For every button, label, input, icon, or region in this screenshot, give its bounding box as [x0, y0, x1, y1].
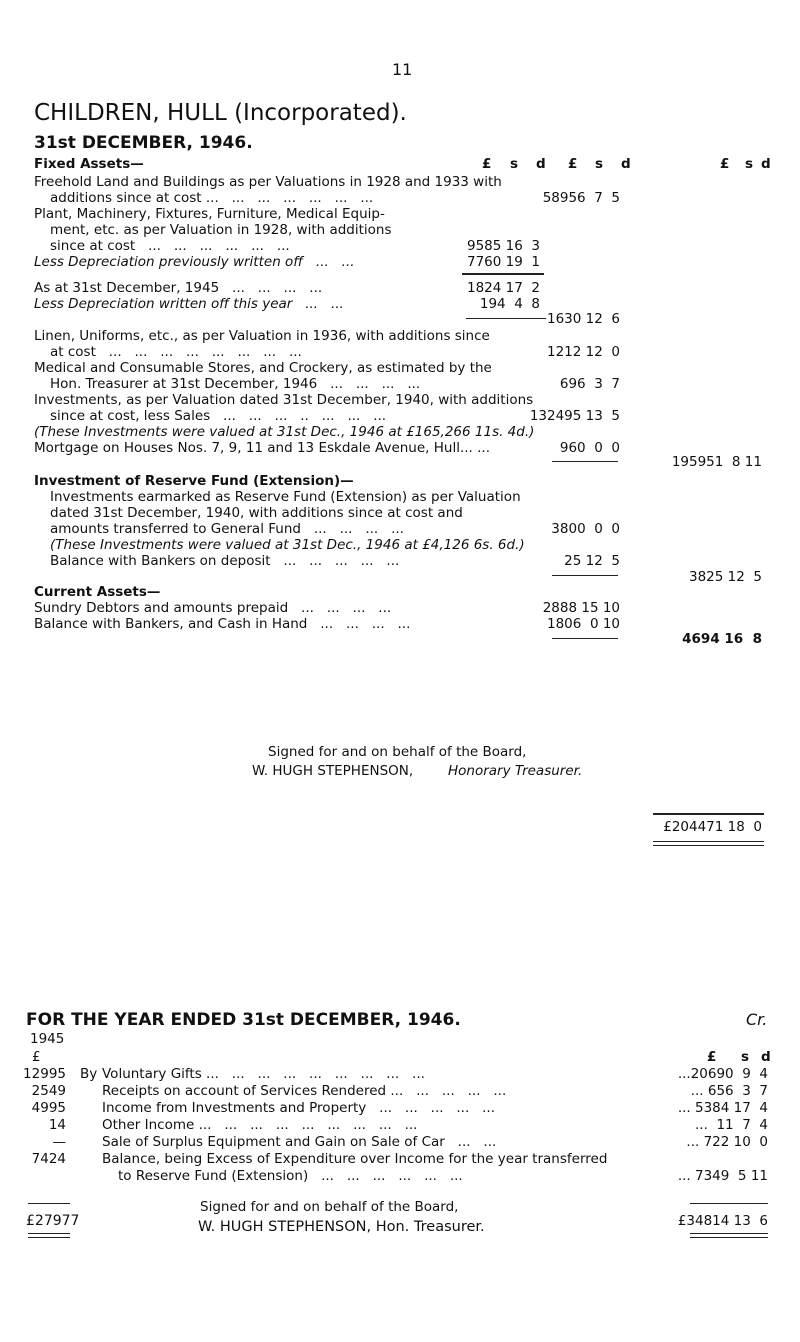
reserve-note: (These Investments were valued at 31st Dec., 1946 at £4,126 6s. 6d.)	[50, 537, 525, 553]
prior-year-total: £27977	[26, 1213, 80, 1229]
plant-cost-value: 9585 16 3	[467, 238, 540, 254]
bank-cash: Balance with Bankers, and Cash in Hand ... ... ... ...	[34, 616, 411, 632]
as-at-1945-value: 1824 17 2	[467, 280, 540, 296]
ie-s-header: s	[741, 1049, 750, 1065]
fixed-assets-heading: Fixed Assets—	[34, 156, 144, 172]
income-title: FOR THE YEAR ENDED 31st DECEMBER, 1946.	[26, 1010, 461, 1030]
mortgage-line: Mortgage on Houses Nos. 7, 9, 11 and 13 Eskdale Avenue, Hull... ...	[34, 440, 491, 456]
ie-signatory: W. HUGH STEPHENSON, Hon. Treasurer.	[198, 1219, 485, 1235]
sundry-debtors: Sundry Debtors and amounts prepaid ... ... ... ...	[34, 600, 392, 616]
less-depreciation-previous: Less Depreciation previously written off ... ...	[34, 254, 355, 270]
medical-line-1: Medical and Consumable Stores, and Crockery, as estimated by the	[34, 360, 492, 376]
reserve-line-1: Investments earmarked as Reserve Fund (Extension) as per Valuation	[50, 489, 521, 505]
rule	[690, 1203, 768, 1204]
double-rule	[653, 841, 764, 846]
cr-label: Cr.	[746, 1010, 768, 1029]
grand-total: £204471 18 0	[663, 819, 762, 835]
freehold-value: 58956 7 5	[542, 190, 620, 206]
less-depreciation-previous-value: 7760 19 1	[467, 254, 540, 270]
prior-pound-label: £	[32, 1049, 41, 1065]
rule	[28, 1203, 70, 1204]
rule	[552, 461, 618, 462]
less-depreciation-year: Less Depreciation written off this year ... ...	[34, 296, 344, 312]
signatory-role: Honorary Treasurer.	[448, 763, 583, 779]
ie-signed-line: Signed for and on behalf of the Board,	[200, 1199, 459, 1215]
investments-line-1: Investments, as per Valuation dated 31st December, 1940, with additions	[34, 392, 534, 408]
ie-pound-header: £	[707, 1049, 717, 1065]
page-title: CHILDREN, HULL (Incorporated).	[34, 100, 407, 126]
rule	[653, 813, 764, 815]
signatory-name: W. HUGH STEPHENSON,	[252, 763, 414, 779]
sundry-debtors-value: 2888 15 10	[542, 600, 620, 616]
signed-line: Signed for and on behalf of the Board,	[268, 744, 527, 760]
income-total: £34814 13 6	[677, 1213, 768, 1229]
current-assets-heading: Current Assets—	[34, 584, 161, 600]
medical-value: 696 3 7	[559, 376, 620, 392]
linen-line-1: Linen, Uniforms, etc., as per Valuation in 1936, with additions since	[34, 328, 490, 344]
balance-bank-deposit: Balance with Bankers on deposit ... ... ... ... ...	[50, 553, 400, 569]
freehold-line-2: additions since at cost ... ... ... ... ... ... ...	[50, 190, 374, 206]
linen-value: 1212 12 0	[547, 344, 620, 360]
medical-line-2: Hon. Treasurer at 31st December, 1946 ... ... ... ...	[50, 376, 421, 392]
plant-line-2: ment, etc. as per Valuation in 1928, with additions	[50, 222, 392, 238]
investments-note: (These Investments were valued at 31st Dec., 1946 at £165,266 11s. 4d.)	[34, 424, 535, 440]
current-assets-total: 4694 16 8	[682, 631, 762, 647]
investments-value: 132495 13 5	[529, 408, 620, 424]
fixed-assets-total: 195951 8 11	[671, 454, 762, 470]
reserve-line-2: dated 31st December, 1940, with additions since at cost and	[50, 505, 463, 521]
reserve-fund-heading: Investment of Reserve Fund (Extension)—	[34, 473, 354, 489]
plant-net-value: 1630 12 6	[547, 311, 620, 327]
rule	[552, 638, 618, 639]
rule	[462, 273, 544, 275]
rule	[552, 575, 618, 576]
linen-line-2: at cost ... ... ... ... ... ... ... ...	[50, 344, 302, 360]
less-depreciation-year-value: 194 4 8	[479, 296, 540, 312]
reserve-total: 3825 12 5	[689, 569, 762, 585]
balance-bank-deposit-value: 25 12 5	[564, 553, 620, 569]
page-number: 11	[392, 60, 413, 79]
reserve-line-3: amounts transferred to General Fund ... ... ... ...	[50, 521, 404, 537]
prior-year-label: 1945	[30, 1031, 65, 1047]
double-rule	[28, 1233, 70, 1238]
double-rule	[690, 1233, 768, 1238]
plant-line-3: since at cost ... ... ... ... ... ...	[50, 238, 290, 254]
plant-line-1: Plant, Machinery, Fixtures, Furniture, Medical Equip-	[34, 206, 385, 222]
mortgage-value: 960 0 0	[559, 440, 620, 456]
bank-cash-value: 1806 0 10	[547, 616, 620, 632]
investments-line-2: since at cost, less Sales ... ... ... .. ... ... ...	[50, 408, 387, 424]
as-at-1945: As at 31st December, 1945 ... ... ... ...	[34, 280, 323, 296]
balance-sheet-date: 31st DECEMBER, 1946.	[34, 133, 253, 153]
freehold-line-1: Freehold Land and Buildings as per Valuations in 1928 and 1933 with	[34, 174, 502, 190]
ie-d-header: d	[761, 1049, 771, 1065]
reserve-value: 3800 0 0	[551, 521, 620, 537]
